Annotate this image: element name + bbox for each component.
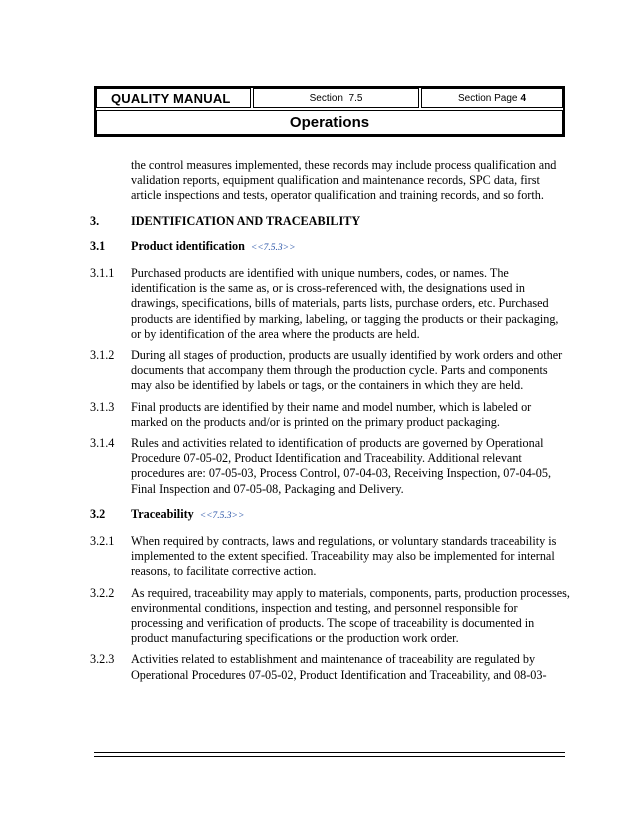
paragraph-number: 3.1.3: [90, 399, 115, 414]
paragraph-3-1-4: [90, 436, 570, 497]
page-indicator: [421, 88, 563, 108]
section-number: 3.: [90, 213, 100, 228]
paragraph-number: 3.2.2: [90, 585, 115, 600]
paragraph-number: 3.1.4: [90, 436, 115, 451]
paragraph-text: When required by contracts, laws and regulations, or voluntary standards traceability is implemented to the extent specified. Traceability may also be implemented for internal reasons, to facilitate corrective action.: [131, 534, 557, 579]
paragraph-text: Final products are identified by their name and model number, which is labeled or marked on the products and/or is printed on the primary product packaging.: [131, 399, 532, 429]
paragraph-text: During all stages of production, products are usually identified by work orders and other documents that accompany them through the production cycle. Parts and components may also be identified by labels or tags, or the containers in which they are held.: [131, 348, 563, 393]
page-number: 4: [520, 92, 527, 104]
footer-rule: [94, 752, 565, 757]
paragraph-number: 3.1.2: [90, 348, 115, 363]
standard-reference: <<7.5.3>>: [250, 242, 296, 253]
manual-title: QUALITY MANUAL: [96, 88, 251, 108]
section-title: Traceability: [131, 506, 194, 521]
subsection-heading-3-2: [90, 507, 570, 524]
section-title: IDENTIFICATION AND TRACEABILITY: [131, 213, 361, 228]
paragraph-text: Rules and activities related to identification of products are governed by Operational Procedure 07-05-02, Product Identification and Traceability. Additional relevant procedures are: 07-05-03, Process Control, 07-04-03, Receiving Inspection, 07-04-05, Final Inspection and 07-05-08, Packaging and Delivery.: [131, 436, 552, 496]
paragraph-text: the control measures implemented, these records may include process qualification and validation reports, equipment qualification and maintenance records, SPC data, first article inspections and tests, operator qualification and training records, and so forth.: [131, 158, 557, 203]
subsection-heading-3-1: [90, 239, 570, 256]
section-label: Section 7.5: [253, 88, 419, 108]
paragraph-3-1-2: [90, 348, 570, 394]
section-title: Product identification: [131, 238, 245, 253]
paragraph-text: As required, traceability may apply to materials, components, parts, production processes, environmental conditions, inspection and testing, and personnel responsible for processing and verification of products. The scope of traceability is documented in product manufacturing specifications or the production work order.: [131, 585, 570, 646]
paragraph-number: 3.2.1: [90, 534, 115, 549]
document-header: [94, 86, 565, 137]
paragraph-3-2-1: [90, 534, 570, 580]
paragraph-number: 3.2.3: [90, 652, 115, 667]
continuation-paragraph: [90, 158, 570, 204]
paragraph-number: 3.1.1: [90, 266, 115, 281]
header-top-row: [96, 88, 563, 108]
paragraph-text: Purchased products are identified with unique numbers, codes, or names. The identification is the same as, or is cross-referenced with, the designations used in drawings, specifications, bills of materials, parts lists, purchase orders, etc. Purchased products are identified by marking, labeling, or tagging the products or their packaging, or by identification of the area where the products are held.: [131, 266, 559, 341]
paragraph-3-2-3: [90, 652, 570, 682]
section-heading-3: [90, 214, 570, 229]
section-number: 3.2: [90, 506, 106, 521]
standard-reference: <<7.5.3>>: [199, 510, 245, 521]
paragraph-3-1-1: [90, 266, 570, 342]
document-body: [90, 158, 570, 689]
section-number: 3.1: [90, 238, 106, 253]
paragraph-3-1-3: [90, 400, 570, 430]
page-label: Section Page: [457, 92, 518, 104]
paragraph-3-2-2: [90, 586, 570, 647]
chapter-title: Operations: [96, 110, 563, 135]
paragraph-text: Activities related to establishment and maintenance of traceability are regulated by Operational Procedures 07-05-02, Product Identification and Traceability, and 08-03-: [131, 652, 547, 682]
